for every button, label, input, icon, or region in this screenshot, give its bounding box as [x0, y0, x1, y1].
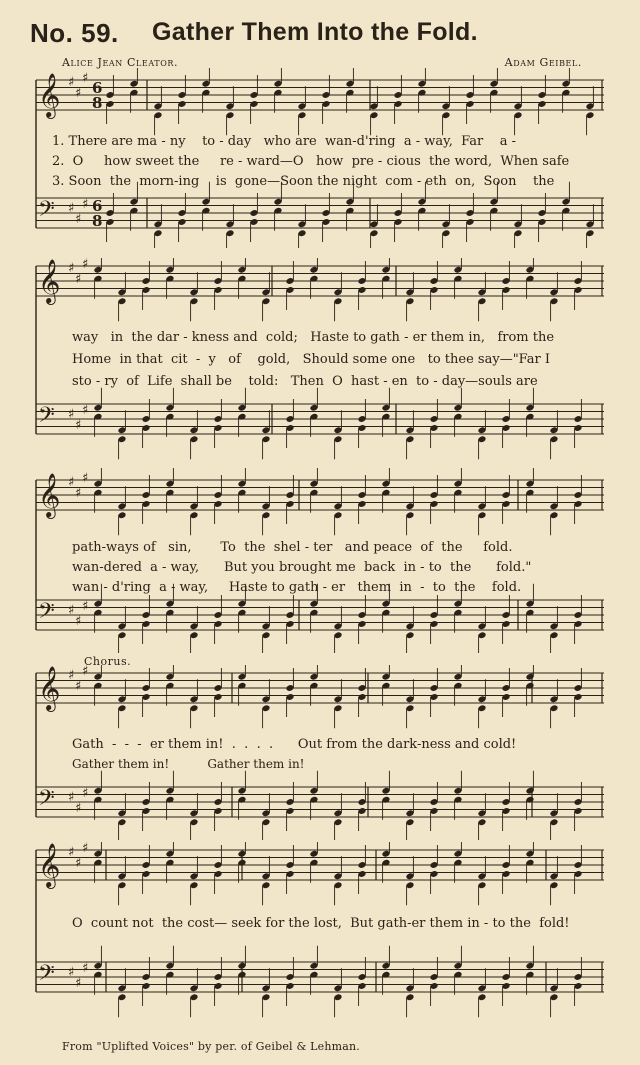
sharp-icon: ♯: [68, 845, 75, 860]
sharp-icon: ♯: [75, 212, 82, 227]
sharp-icon: ♯: [82, 258, 89, 272]
sharp-icon: ♯: [68, 790, 75, 805]
sharp-icon: ♯: [75, 801, 82, 816]
treble-staff: [36, 258, 604, 321]
lyric-line: 3. Soon the morn-ing is gone—Soon the night com - eth on, Soon the: [52, 174, 555, 189]
treble-clef-icon: 𝄞: [38, 473, 61, 517]
sharp-icon: ♯: [82, 197, 89, 212]
hymn-number: No. 59.: [30, 18, 119, 48]
sharp-icon: ♯: [75, 272, 82, 287]
sharp-icon: ♯: [68, 965, 75, 980]
sharp-icon: ♯: [68, 668, 75, 683]
staff-notation: [22, 842, 608, 1037]
composer-credit: Adam Geibel.: [504, 56, 582, 69]
sharp-icon: ♯: [82, 599, 89, 614]
treble-staff: [36, 842, 604, 905]
time-signature: 6: [92, 197, 103, 215]
lyric-line: sto - ry of Life shall be told: Then O hast - en to - day—souls are: [72, 374, 538, 389]
sharp-icon: ♯: [75, 679, 82, 694]
sharp-icon: ♯: [75, 486, 82, 501]
treble-clef-icon: 𝄞: [38, 73, 61, 117]
chorus-label: Chorus.: [84, 655, 132, 668]
sharp-icon: ♯: [82, 403, 89, 418]
sharp-icon: ♯: [68, 475, 75, 490]
lyricist-credit: Alice Jean Cleator.: [62, 56, 179, 69]
lyric-line: 2. O how sweet the re - ward—O how pre - cious the word, When safe: [52, 154, 570, 169]
treble-staff: [36, 68, 604, 135]
sharp-icon: ♯: [82, 665, 89, 679]
sharp-icon: ♯: [75, 418, 82, 433]
footer-credit: From "Uplifted Voices" by per. of Geibel & Lehman.: [62, 1040, 361, 1053]
treble-clef-icon: 𝄞: [38, 843, 61, 887]
bass-staff: [36, 182, 604, 248]
bass-clef-icon: 𝄢: [38, 599, 55, 629]
treble-clef-icon: 𝄞: [38, 259, 61, 303]
time-signature: 8: [92, 212, 103, 230]
time-signature: 8: [92, 94, 103, 112]
hymn-title: Gather Them Into the Fold.: [152, 18, 478, 46]
bass-staff: [36, 771, 604, 840]
sharp-icon: ♯: [75, 86, 82, 101]
sharp-icon: ♯: [68, 261, 75, 276]
sharp-icon: ♯: [82, 471, 89, 486]
lyric-line: Gath - - - er them in! . . . . Out from the dark-ness and cold!: [72, 737, 517, 752]
treble-clef-icon: 𝄞: [38, 666, 61, 710]
bass-clef-icon: 𝄢: [38, 403, 55, 433]
music-system: [22, 468, 608, 653]
music-system: [22, 68, 608, 248]
time-signature: 6: [92, 79, 103, 97]
bass-staff: [36, 946, 604, 1018]
sharp-icon: ♯: [75, 614, 82, 629]
sharp-icon: ♯: [68, 75, 75, 90]
hymn-header: [30, 18, 620, 52]
bass-staff: [36, 388, 604, 460]
sharp-icon: ♯: [82, 842, 89, 856]
music-system: [22, 258, 608, 468]
sharp-icon: ♯: [82, 786, 89, 801]
lyric-line: O count not the cost— seek for the lost, But gath-er them in - to the fold!: [72, 916, 570, 931]
bass-clef-icon: 𝄢: [38, 197, 55, 227]
lyric-line: path-ways of sin, To the shel - ter and peace of the fold.: [72, 540, 513, 555]
sharp-icon: ♯: [82, 961, 89, 976]
lyric-line: Gather them in! Gather them in!: [72, 757, 305, 771]
sharp-icon: ♯: [68, 201, 75, 216]
bass-clef-icon: 𝄢: [38, 961, 55, 991]
sharp-icon: ♯: [68, 603, 75, 618]
music-system: [22, 665, 608, 840]
lyric-line: wan-dered a - way, But you brought me back in - to the fold.": [72, 560, 532, 575]
treble-staff: [36, 468, 604, 535]
sharp-icon: ♯: [82, 71, 89, 86]
sharp-icon: ♯: [75, 976, 82, 991]
bass-clef-icon: 𝄢: [38, 786, 55, 816]
sharp-icon: ♯: [68, 407, 75, 422]
lyric-line: way in the dar - kness and cold; Haste to gath - er them in, from the: [72, 330, 555, 345]
lyric-line: wan - d'ring a - way, Haste to gath - er them in - to the fold.: [72, 580, 522, 595]
lyric-line: Home in that cit - y of gold, Should some one to thee say—"Far I: [72, 352, 551, 367]
lyric-line: 1. There are ma - ny to - day who are wan-d'ring a - way, Far a -: [52, 134, 517, 149]
sharp-icon: ♯: [75, 856, 82, 871]
treble-staff: [36, 665, 604, 728]
music-system: [22, 842, 608, 1037]
staff-notation: [22, 665, 608, 840]
